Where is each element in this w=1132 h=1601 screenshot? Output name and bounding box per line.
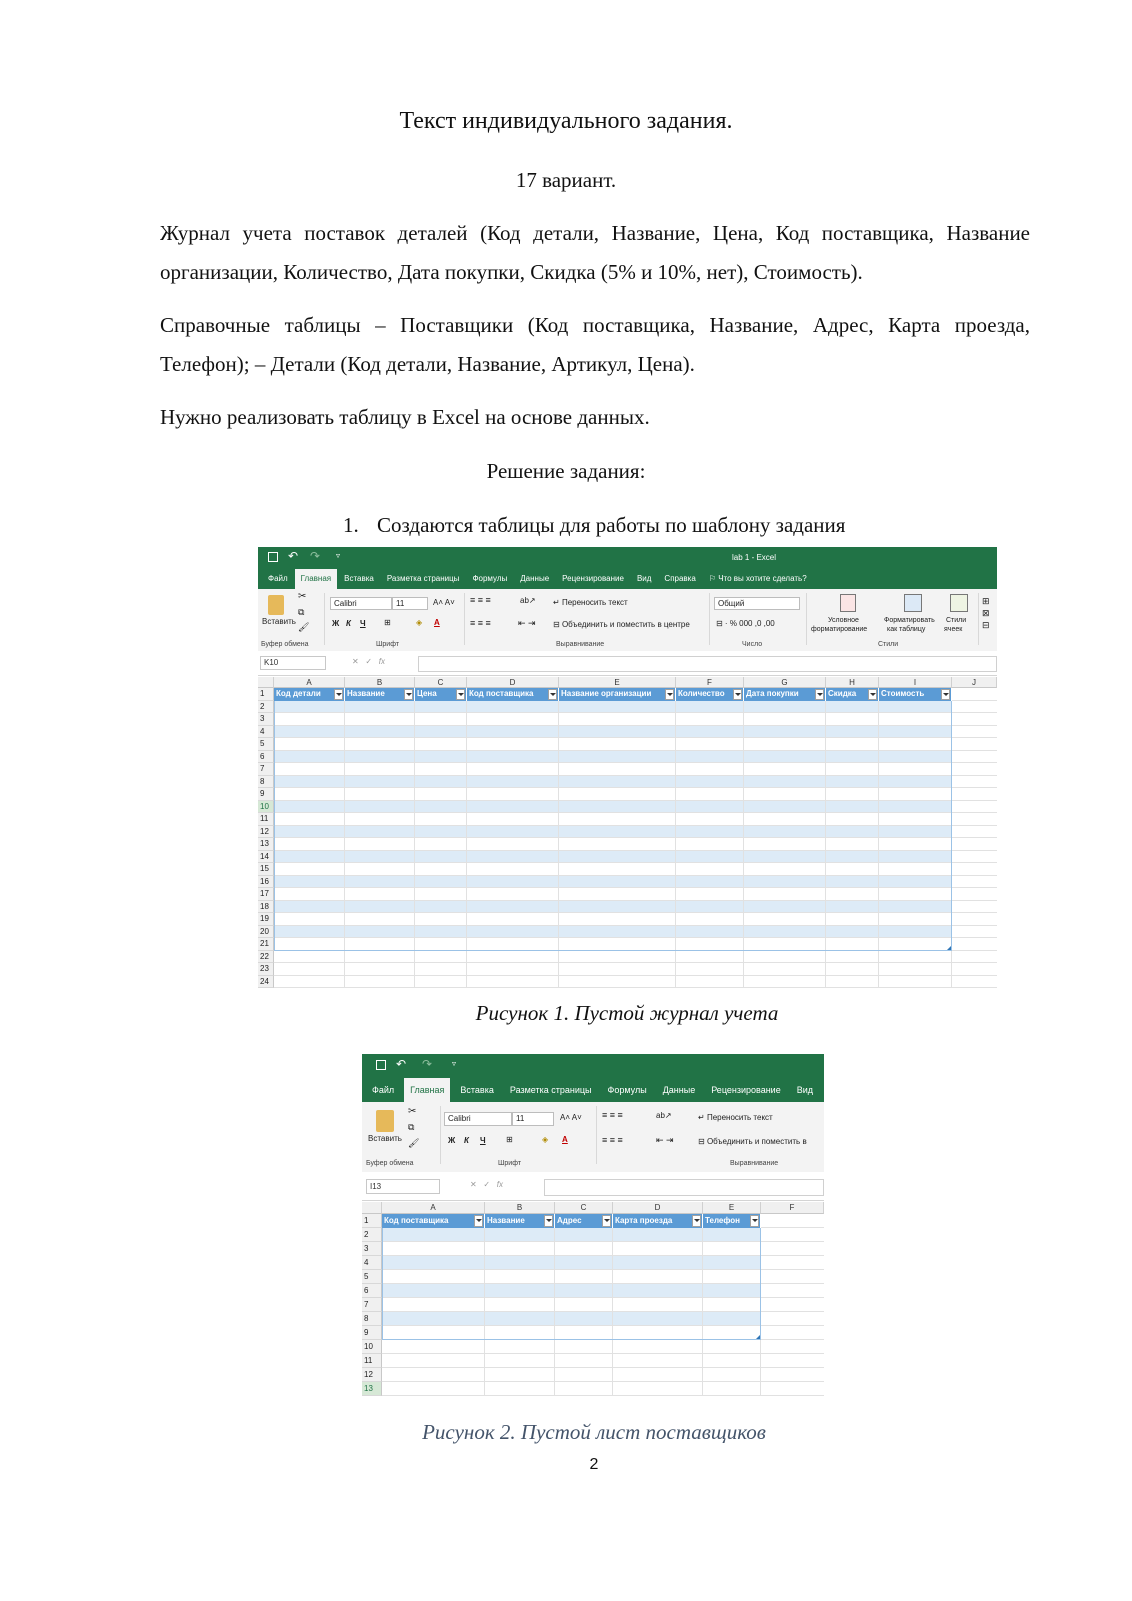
row-header-18[interactable]: 18 — [258, 901, 274, 914]
group-label-alignment: Выравнивание — [730, 1160, 779, 1167]
row-header-12[interactable]: 12 — [362, 1368, 382, 1382]
gridline — [274, 975, 997, 976]
column-header-J[interactable]: J — [952, 677, 997, 688]
wrap-text-label: Переносить текст — [561, 598, 628, 607]
align-left-icon[interactable]: ≡ ≡ ≡ — [470, 618, 491, 628]
name-box[interactable]: I13 — [366, 1179, 440, 1194]
column-header-E[interactable]: E — [703, 1202, 761, 1214]
column-header-D[interactable]: D — [467, 677, 559, 688]
formula-bar-icons[interactable]: ✕ ✓ fx — [470, 1180, 503, 1189]
undo-icon[interactable]: ↶ — [288, 549, 299, 563]
paste-icon[interactable] — [376, 1110, 394, 1132]
column-header-C[interactable]: C — [555, 1202, 613, 1214]
table-header-cell[interactable] — [744, 688, 826, 701]
cut-icon[interactable]: ✂ — [298, 591, 307, 602]
filter-dropdown-icon[interactable] — [941, 689, 950, 700]
tab-7[interactable]: Вид — [796, 1085, 813, 1095]
table-header-label: Телефон — [705, 1216, 740, 1225]
borders-icon[interactable]: ⊞ — [384, 618, 391, 627]
row-header-7[interactable]: 7 — [362, 1298, 382, 1312]
row-header-8[interactable]: 8 — [258, 776, 274, 789]
formula-bar-icons[interactable]: ✕ ✓ fx — [352, 657, 385, 666]
tab-1[interactable]: Главная — [295, 569, 337, 589]
font-color-icon[interactable]: A — [434, 618, 440, 627]
row-header-21[interactable]: 21 — [258, 938, 274, 951]
quick-access-toolbar — [362, 1054, 824, 1078]
filter-dropdown-icon[interactable] — [474, 1215, 483, 1227]
indent-icon[interactable]: ⇤ ⇥ — [518, 618, 536, 628]
tab-2[interactable]: Вставка — [344, 574, 374, 583]
copy-icon[interactable]: ⧉ — [298, 607, 305, 617]
table-header-label: Количество — [678, 689, 725, 698]
filter-dropdown-icon[interactable] — [815, 689, 824, 700]
table-header-label: Код детали — [276, 689, 321, 698]
tab-6[interactable]: Рецензирование — [562, 574, 624, 583]
excel-screenshot-journal — [258, 547, 997, 988]
filter-dropdown-icon[interactable] — [548, 689, 557, 700]
group-label-alignment: Выравнивание — [556, 641, 605, 648]
customize-toolbar-icon[interactable]: ▿ — [452, 1059, 457, 1068]
gridline — [382, 1367, 824, 1368]
row-header-23[interactable]: 23 — [258, 963, 274, 976]
paste-label[interactable]: Вставить — [368, 1134, 402, 1143]
format-painter-icon[interactable]: 🖌 — [298, 622, 310, 632]
table-header-cell[interactable] — [703, 1214, 761, 1228]
row-header-13[interactable]: 13 — [362, 1382, 382, 1396]
save-icon[interactable] — [376, 1060, 386, 1070]
cut-icon[interactable]: ✂ — [408, 1106, 417, 1117]
row-header-5[interactable]: 5 — [258, 738, 274, 751]
orientation-icon[interactable]: ab↗ — [656, 1111, 672, 1120]
table-header-label: Дата покупки — [746, 689, 799, 698]
ribbon-tabs — [258, 569, 997, 589]
column-header-B[interactable]: B — [485, 1202, 555, 1214]
tab-2[interactable]: Вставка — [460, 1085, 494, 1095]
table-header-label: Адрес — [557, 1216, 582, 1225]
ribbon-home — [362, 1102, 824, 1173]
filter-dropdown-icon[interactable] — [692, 1215, 701, 1227]
tab-1[interactable]: Главная — [404, 1078, 450, 1102]
task-paragraph-2: Справочные таблицы – Поставщики (Код поставщика, Название, Адрес, Карта проезда, Телефон); – Детали (Код детали, Название, Артикул, Цена). — [160, 313, 1030, 376]
column-header-E[interactable]: E — [559, 677, 676, 688]
font-grow-icon[interactable]: A˄ A˅ — [433, 598, 455, 607]
font-grow-icon[interactable]: A˄ A˅ — [560, 1113, 582, 1122]
merge-center-button[interactable] — [553, 620, 690, 629]
table-header-cell[interactable] — [382, 1214, 485, 1228]
row-header-10[interactable]: 10 — [258, 801, 274, 814]
tab-7[interactable]: Вид — [636, 574, 652, 583]
filter-dropdown-icon[interactable] — [733, 689, 742, 700]
row-header-7[interactable]: 7 — [258, 763, 274, 776]
gridline — [274, 987, 997, 988]
font-name-combo[interactable]: Calibri — [330, 597, 392, 610]
row-header-15[interactable]: 15 — [258, 863, 274, 876]
column-header-A[interactable]: A — [274, 677, 345, 688]
orientation-icon[interactable]: ab↗ — [520, 596, 536, 605]
document-title: Текст индивидуального задания. — [399, 108, 733, 134]
cell-styles-label-2[interactable]: ячеек — [944, 626, 963, 633]
wrap-text-button[interactable] — [698, 1113, 773, 1122]
formula-bar — [258, 651, 997, 676]
table-header-cell[interactable] — [879, 688, 952, 701]
formula-input[interactable] — [418, 656, 997, 672]
number-format-combo[interactable]: Общий — [714, 597, 800, 610]
table-header-label: Название — [487, 1216, 525, 1225]
row-header-1[interactable]: 1 — [362, 1214, 382, 1228]
merge-center-button[interactable] — [698, 1137, 807, 1146]
borders-icon[interactable]: ⊞ — [506, 1135, 513, 1144]
wrap-text-label: Переносить текст — [706, 1113, 773, 1122]
row-header-22[interactable]: 22 — [258, 951, 274, 964]
cell-styles-icon[interactable] — [950, 594, 968, 612]
tab-5[interactable]: Данные — [520, 574, 550, 583]
table-header-label: Стоимость — [881, 689, 925, 698]
table-header-label: Скидка — [828, 689, 857, 698]
table-outline — [382, 1214, 761, 1340]
conditional-formatting-icon[interactable] — [840, 594, 856, 612]
row-header-6[interactable]: 6 — [258, 751, 274, 764]
filter-dropdown-icon[interactable] — [544, 1215, 553, 1227]
number-format-icons[interactable]: ⊟ · % 000 ,0 ,00 — [716, 619, 775, 628]
tab-4[interactable]: Формулы — [607, 1085, 647, 1095]
redo-icon[interactable]: ↷ — [422, 1057, 433, 1071]
fill-color-icon[interactable]: ◈ — [416, 618, 423, 627]
format-as-table-label-1[interactable]: Форматировать — [884, 617, 935, 624]
merge-icon: ⊟ — [698, 1137, 707, 1146]
gridline — [274, 962, 997, 963]
worksheet-grid[interactable] — [258, 677, 997, 988]
task-paragraph-3: Нужно реализовать таблицу в Excel на основе данных. — [160, 405, 650, 429]
align-left-icon[interactable]: ≡ ≡ ≡ — [602, 1135, 623, 1145]
table-header-label: Код поставщика — [384, 1216, 449, 1225]
column-header-I[interactable]: I — [879, 677, 952, 688]
copy-icon[interactable]: ⧉ — [408, 1122, 415, 1132]
column-header-A[interactable]: A — [382, 1202, 485, 1214]
tab-4[interactable]: Формулы — [472, 574, 508, 583]
paste-label[interactable]: Вставить — [262, 617, 296, 626]
group-label-clipboard: Буфер обмена — [261, 641, 309, 648]
underline-icon[interactable]: Ч — [360, 619, 366, 628]
table-header-label: Код поставщика — [469, 689, 534, 698]
column-header-G[interactable]: G — [744, 677, 826, 688]
redo-icon[interactable]: ↷ — [310, 549, 321, 563]
row-header-2[interactable]: 2 — [258, 701, 274, 714]
row-header-12[interactable]: 12 — [258, 826, 274, 839]
row-header-13[interactable]: 13 — [258, 838, 274, 851]
tab-0[interactable]: Файл — [268, 574, 288, 583]
filter-dropdown-icon[interactable] — [665, 689, 674, 700]
merge-center-label: Объединить и поместить в центре — [561, 620, 690, 629]
format-as-table-icon[interactable] — [904, 594, 922, 612]
table-header-cell[interactable] — [555, 1214, 613, 1228]
row-header-4[interactable]: 4 — [258, 726, 274, 739]
column-header-C[interactable]: C — [415, 677, 467, 688]
table-header-label: Карта проезда — [615, 1216, 673, 1225]
task-paragraph-1: Журнал учета поставок деталей (Код детали, Название, Цена, Код поставщика, Название организации, Количество, Дата покупки, Скидка (5% и 10%, нет), Стоимость). — [160, 221, 1030, 284]
row-header-1[interactable]: 1 — [258, 688, 274, 701]
ribbon-home — [258, 589, 997, 652]
group-label-number: Число — [742, 641, 763, 648]
row-header-10[interactable]: 10 — [362, 1340, 382, 1354]
save-icon[interactable] — [268, 552, 278, 562]
conditional-formatting-label-2[interactable]: форматирование — [811, 626, 868, 633]
table-header-cell[interactable] — [676, 688, 744, 701]
bold-icon[interactable]: Ж — [448, 1136, 456, 1145]
table-header-cell[interactable] — [467, 688, 559, 701]
italic-icon[interactable]: К — [346, 619, 351, 628]
font-name-combo[interactable]: Calibri — [444, 1112, 512, 1126]
italic-icon[interactable]: К — [464, 1136, 469, 1145]
row-header-8[interactable]: 8 — [362, 1312, 382, 1326]
table-header-label: Цена — [417, 689, 437, 698]
name-box[interactable]: K10 — [260, 656, 326, 670]
wrap-text-button[interactable] — [553, 598, 628, 607]
table-header-cell[interactable] — [345, 688, 415, 701]
group-label-font: Шрифт — [498, 1160, 522, 1167]
table-header-cell[interactable] — [826, 688, 879, 701]
tab-3[interactable]: Разметка страницы — [386, 574, 460, 583]
row-header-14[interactable]: 14 — [258, 851, 274, 864]
group-label-clipboard: Буфер обмена — [366, 1160, 414, 1167]
align-top-icon[interactable]: ≡ ≡ ≡ — [602, 1110, 623, 1120]
window-title: lab 1 - Excel — [732, 553, 777, 562]
solution-heading: Решение задания: — [486, 459, 646, 483]
row-header-11[interactable]: 11 — [258, 813, 274, 826]
filter-dropdown-icon[interactable] — [456, 689, 465, 700]
step-1-number: 1. — [343, 513, 359, 537]
row-header-16[interactable]: 16 — [258, 876, 274, 889]
column-header-H[interactable]: H — [826, 677, 879, 688]
tab-6[interactable]: Рецензирование — [711, 1085, 781, 1095]
font-size-combo[interactable]: 11 — [392, 597, 428, 610]
filter-dropdown-icon[interactable] — [404, 689, 413, 700]
merge-center-label: Объединить и поместить в — [706, 1137, 807, 1146]
row-header-24[interactable]: 24 — [258, 976, 274, 989]
column-header-D[interactable]: D — [613, 1202, 703, 1214]
format-as-table-label-2[interactable]: как таблицу — [887, 626, 926, 633]
table-header-cell[interactable] — [559, 688, 676, 701]
select-all-corner[interactable] — [258, 677, 274, 688]
group-label-styles: Стили — [878, 641, 899, 648]
table-header-cell[interactable] — [485, 1214, 555, 1228]
row-header-17[interactable]: 17 — [258, 888, 274, 901]
page-number: 2 — [589, 1456, 599, 1473]
row-header-3[interactable]: 3 — [362, 1242, 382, 1256]
variant-label: 17 вариант. — [515, 168, 617, 192]
font-size-combo[interactable]: 11 — [512, 1112, 554, 1126]
filter-dropdown-icon[interactable] — [602, 1215, 611, 1227]
table-header-cell[interactable] — [415, 688, 467, 701]
worksheet-grid[interactable] — [362, 1202, 824, 1401]
undo-icon[interactable]: ↶ — [396, 1057, 407, 1071]
underline-icon[interactable]: Ч — [480, 1136, 486, 1145]
table-resize-handle[interactable] — [947, 946, 951, 950]
select-all-corner[interactable] — [362, 1202, 382, 1214]
tab-0[interactable]: Файл — [372, 1085, 395, 1095]
table-resize-handle[interactable] — [756, 1335, 760, 1339]
quick-access-toolbar — [258, 547, 997, 569]
merge-icon: ⊟ — [553, 620, 562, 629]
filter-dropdown-icon[interactable] — [334, 689, 343, 700]
filter-dropdown-icon[interactable] — [868, 689, 877, 700]
row-header-19[interactable]: 19 — [258, 913, 274, 926]
row-header-6[interactable]: 6 — [362, 1284, 382, 1298]
tab-5[interactable]: Данные — [662, 1085, 696, 1095]
wrap-text-icon: ↵ — [698, 1113, 707, 1122]
table-header-cell[interactable] — [613, 1214, 703, 1228]
row-header-4[interactable]: 4 — [362, 1256, 382, 1270]
filter-dropdown-icon[interactable] — [750, 1215, 759, 1227]
table-header-label: Название организации — [561, 689, 652, 698]
row-header-20[interactable]: 20 — [258, 926, 274, 939]
figure-caption-1: Рисунок 1. Пустой журнал учета — [475, 1001, 779, 1025]
paste-icon[interactable] — [268, 595, 284, 615]
tab-8[interactable]: Справка — [664, 574, 696, 583]
gridline — [382, 1353, 824, 1354]
gridline — [382, 1395, 824, 1396]
customize-toolbar-icon[interactable]: ▿ — [336, 551, 341, 560]
column-header-B[interactable]: B — [345, 677, 415, 688]
ribbon-tabs — [362, 1078, 824, 1102]
step-1-text: Создаются таблицы для работы по шаблону задания — [377, 513, 846, 537]
format-painter-icon[interactable]: 🖌 — [408, 1138, 420, 1148]
table-header-cell[interactable] — [274, 688, 345, 701]
tell-me-search[interactable]: ⚐ Что вы хотите сделать? — [708, 574, 807, 583]
fill-color-icon[interactable]: ◈ — [542, 1135, 549, 1144]
column-header-F[interactable]: F — [676, 677, 744, 688]
formula-bar — [362, 1172, 824, 1201]
group-label-font: Шрифт — [376, 641, 400, 648]
cells-group-icons[interactable]: ⊞ ⊠ ⊟ — [982, 596, 990, 630]
row-header-3[interactable]: 3 — [258, 713, 274, 726]
align-top-icon[interactable]: ≡ ≡ ≡ — [470, 595, 491, 605]
gridline — [382, 1381, 824, 1382]
excel-screenshot-suppliers — [362, 1054, 824, 1401]
figure-caption-2: Рисунок 2. Пустой лист поставщиков — [422, 1420, 766, 1444]
indent-icon[interactable]: ⇤ ⇥ — [656, 1135, 674, 1145]
row-header-9[interactable]: 9 — [362, 1326, 382, 1340]
table-outline — [274, 688, 952, 951]
formula-input[interactable] — [544, 1179, 824, 1196]
column-header-F[interactable]: F — [761, 1202, 824, 1214]
row-header-2[interactable]: 2 — [362, 1228, 382, 1242]
conditional-formatting-label-1[interactable]: Условное — [828, 617, 859, 624]
cell-styles-label-1[interactable]: Стили — [946, 617, 967, 624]
table-header-label: Название — [347, 689, 385, 698]
bold-icon[interactable]: Ж — [332, 619, 340, 628]
row-header-5[interactable]: 5 — [362, 1270, 382, 1284]
row-header-9[interactable]: 9 — [258, 788, 274, 801]
row-header-11[interactable]: 11 — [362, 1354, 382, 1368]
tab-3[interactable]: Разметка страницы — [509, 1085, 592, 1095]
wrap-text-icon: ↵ — [553, 598, 562, 607]
font-color-icon[interactable]: A — [562, 1135, 568, 1144]
